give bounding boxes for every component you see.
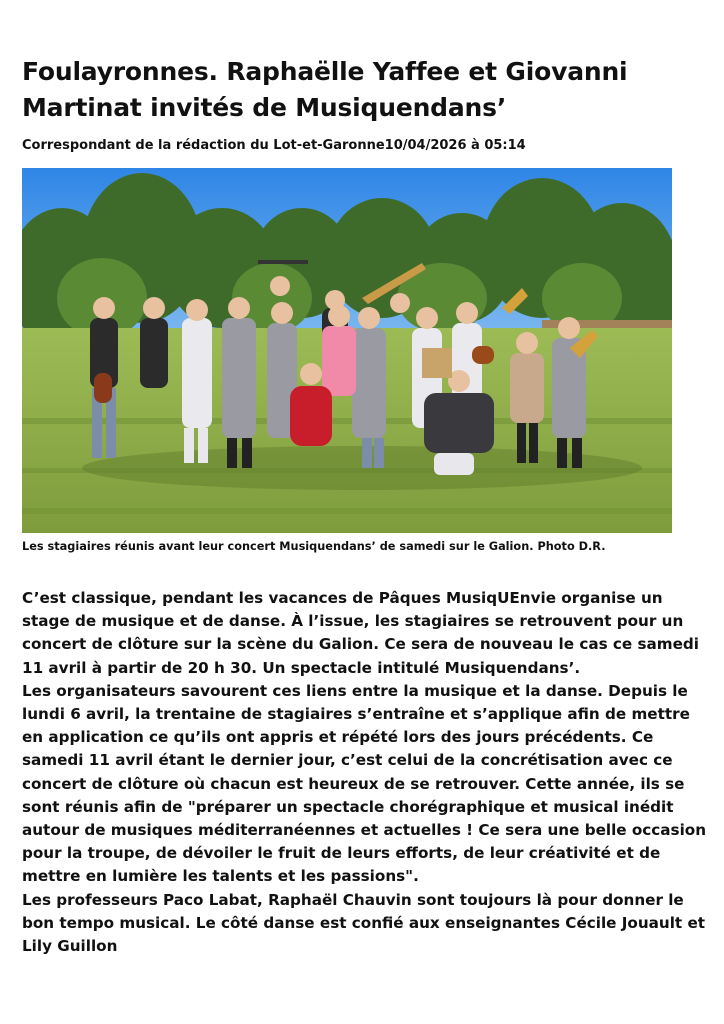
article-photo xyxy=(22,168,672,533)
article-title: Foulayronnes. Raphaëlle Yaffee et Giovanni Martinat invités de Musiquendans’ xyxy=(22,57,628,122)
article-byline: Correspondant de la rédaction du Lot-et-Garonne10/04/2026 à 05:14 xyxy=(22,138,526,153)
photo-caption: Les stagiaires réunis avant leur concert Musiquendans’ de samedi sur le Galion. Photo D.R. xyxy=(22,540,606,553)
group-photo-image xyxy=(22,168,672,533)
article-paragraph: Les organisateurs savourent ces liens entre la musique et la danse. Depuis le lundi 6 avril, la trentaine de stagiaires s’entraîne et s’applique afin de mettre en application ce qu’ils ont appris et répété lors des jours précédents. Ce samedi 11 avril étant le dernier jour, c’est celui de la concrétisation avec ce concert de clôture où chacun est heureux de se retrouver. Cette année, ils se sont réunis afin de "préparer un spectacle chorégraphique et musical inédit autour de musiques méditerranéennes et actuelles ! Ce sera une belle occasion pour la troupe, de dévoiler le fruit de leurs efforts, de leur créativité et de mettre en lumière les talents et les passions". xyxy=(22,681,707,886)
article-body xyxy=(22,587,708,958)
article-paragraph: Les professeurs Paco Labat, Raphaël Chauvin sont toujours là pour donner le bon tempo musical. Le côté danse est confié aux enseignantes Cécile Jouault et Lily Guillon xyxy=(22,890,706,956)
article-paragraph: C’est classique, pendant les vacances de Pâques MusiqUEnvie organise un stage de musique et de danse. À l’issue, les stagiaires se retrouvent pour un concert de clôture sur la scène du Galion. Ce sera de nouveau le cas ce samedi 11 avril à partir de 20 h 30. Un spectacle intitulé Musiquendans’. xyxy=(22,589,699,677)
